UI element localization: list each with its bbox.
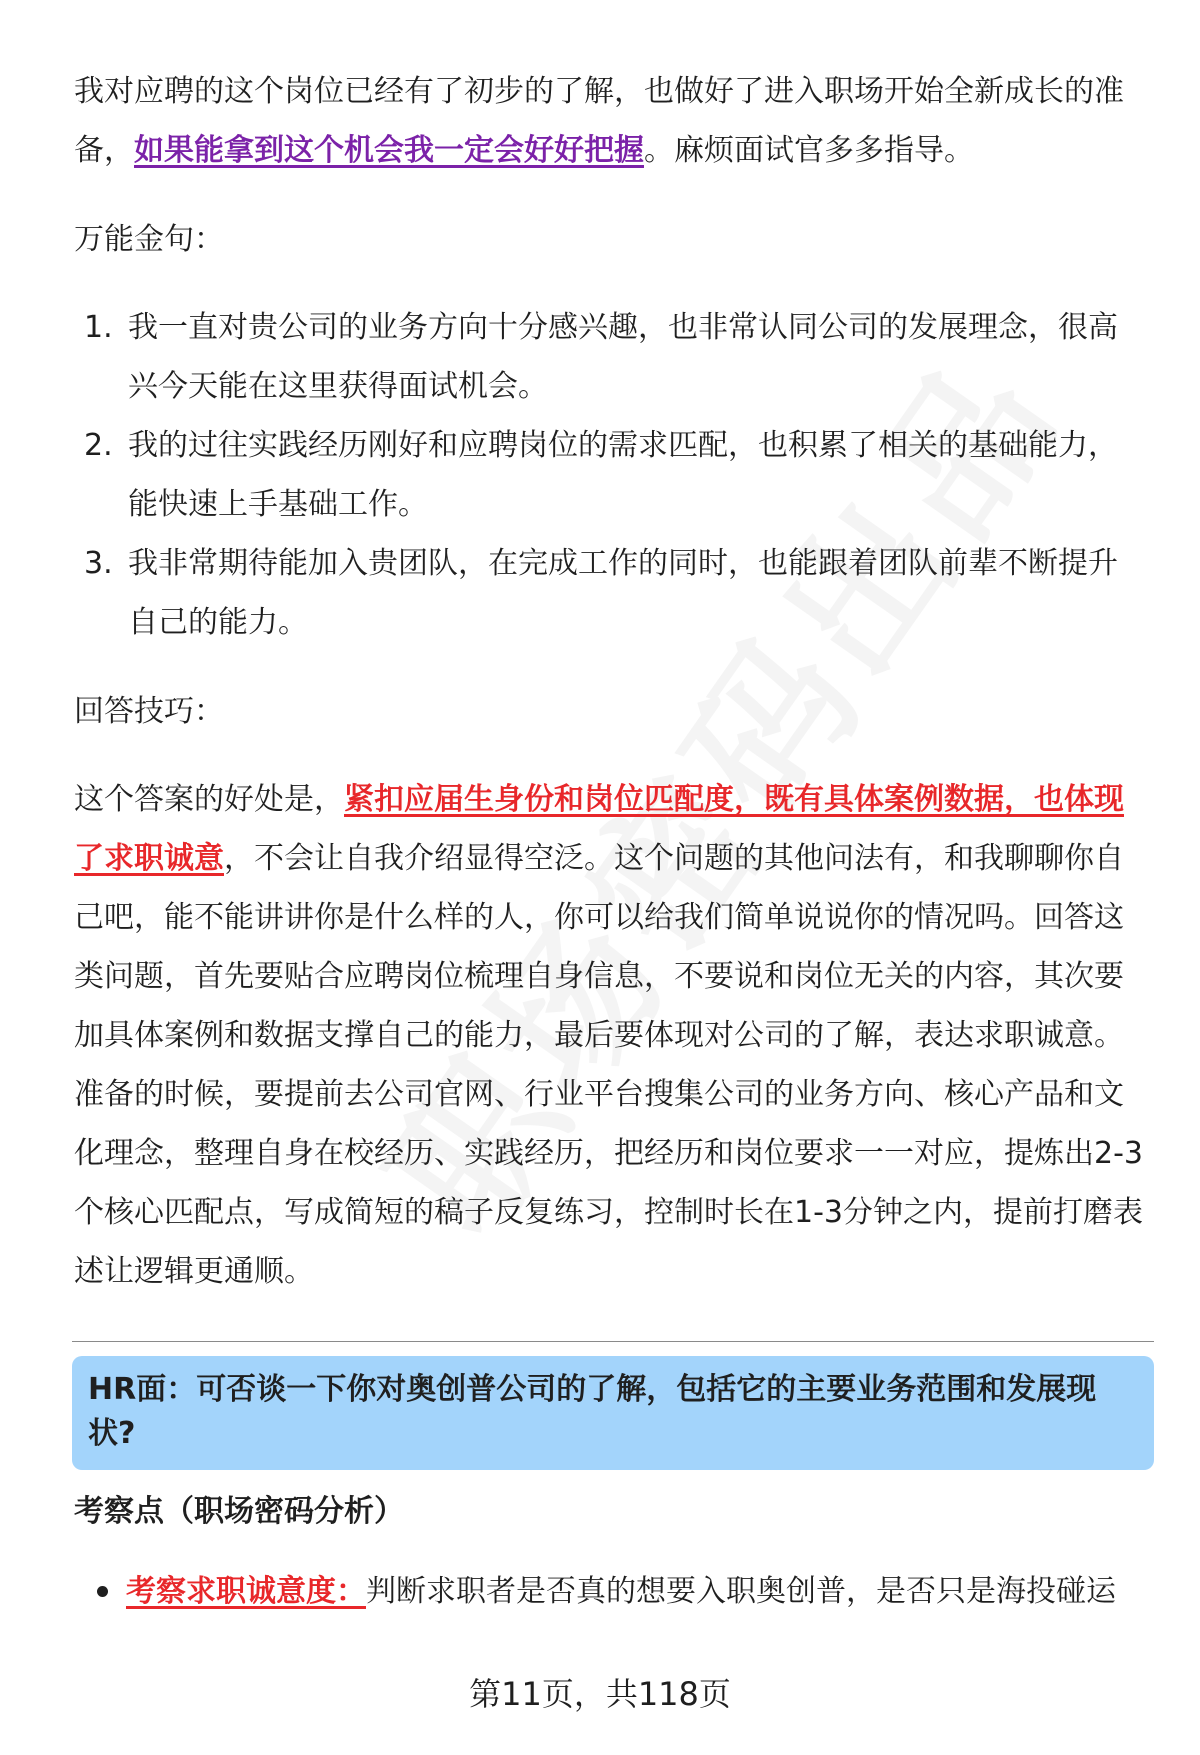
list-item-text: 我的过往实践经历刚好和应聘岗位的需求匹配，也积累了相关的基础能力，能快速上手基础工作。 xyxy=(128,428,1118,522)
exam-points-list xyxy=(74,1570,1146,1614)
hr-question-box: HR面：可否谈一下你对奥创普公司的了解，包括它的主要业务范围和发展现状? xyxy=(72,1356,1154,1470)
section-divider xyxy=(72,1341,1154,1342)
list-item-text: 我一直对贵公司的业务方向十分感兴趣，也非常认同公司的发展理念，很高兴今天能在这里获得面试机会。 xyxy=(128,310,1118,404)
list-item-number: 2. xyxy=(84,428,113,463)
intro-highlight: 如果能拿到这个机会我一定会好好把握 xyxy=(134,133,644,168)
exam-section-title: 考察点（职场密码分析） xyxy=(74,1494,404,1529)
list-item xyxy=(74,416,1146,534)
intro-text-before: 我对应聘的这个岗位已经有了初步的了解，也做好了进入职场开始全新成长的准备， xyxy=(74,74,1124,168)
golden-sentences-list xyxy=(74,298,1146,652)
intro-paragraph xyxy=(74,62,1146,180)
list-item-number: 3. xyxy=(84,546,113,581)
exam-point-highlight: 考察求职诚意度： xyxy=(126,1574,366,1609)
tips-highlight: 紧扣应届生身份和岗位匹配度，既有具体案例数据，也体现了求职诚意 xyxy=(74,782,1124,876)
document-content xyxy=(74,62,1146,1614)
tips-label: 回答技巧： xyxy=(74,694,224,729)
intro-text-after: 。麻烦面试官多多指导。 xyxy=(644,133,974,168)
list-item-text: 我非常期待能加入贵团队，在完成工作的同时，也能跟着团队前辈不断提升自己的能力。 xyxy=(128,546,1118,640)
golden-sentences-label: 万能金句： xyxy=(74,222,224,257)
bullet-icon xyxy=(97,1586,108,1597)
list-item xyxy=(74,1570,1146,1614)
list-item-number: 1. xyxy=(84,310,113,345)
list-item xyxy=(74,534,1146,652)
page-footer: 第11页，共118页 xyxy=(469,1675,731,1713)
exam-point-text: 判断求职者是否真的想要入职奥创普，是否只是海投碰运 xyxy=(366,1574,1116,1609)
tips-paragraph xyxy=(74,770,1146,1301)
tips-text-before: 这个答案的好处是， xyxy=(74,782,344,817)
list-item xyxy=(74,298,1146,416)
tips-text-after: ，不会让自我介绍显得空泛。这个问题的其他问法有，和我聊聊你自己吧，能不能讲讲你是什么样的人，你可以给我们简单说说你的情况吗。回答这类问题，首先要贴合应聘岗位梳理自身信息，不要说和岗位无关的内容，其次要加具体案例和数据支撑自己的能力，最后要体现对公司的了解，表达求职诚意。准备的时候，要提前去公司官网、行业平台搜集公司的业务方向、核心产品和文化理念，整理自身在校经历、实践经历，把经历和岗位要求一一对应，提炼出2-3个核心匹配点，写成简短的稿子反复练习，控制时长在1-3分钟之内，提前打磨表述让逻辑更通顺。 xyxy=(74,841,1143,1289)
